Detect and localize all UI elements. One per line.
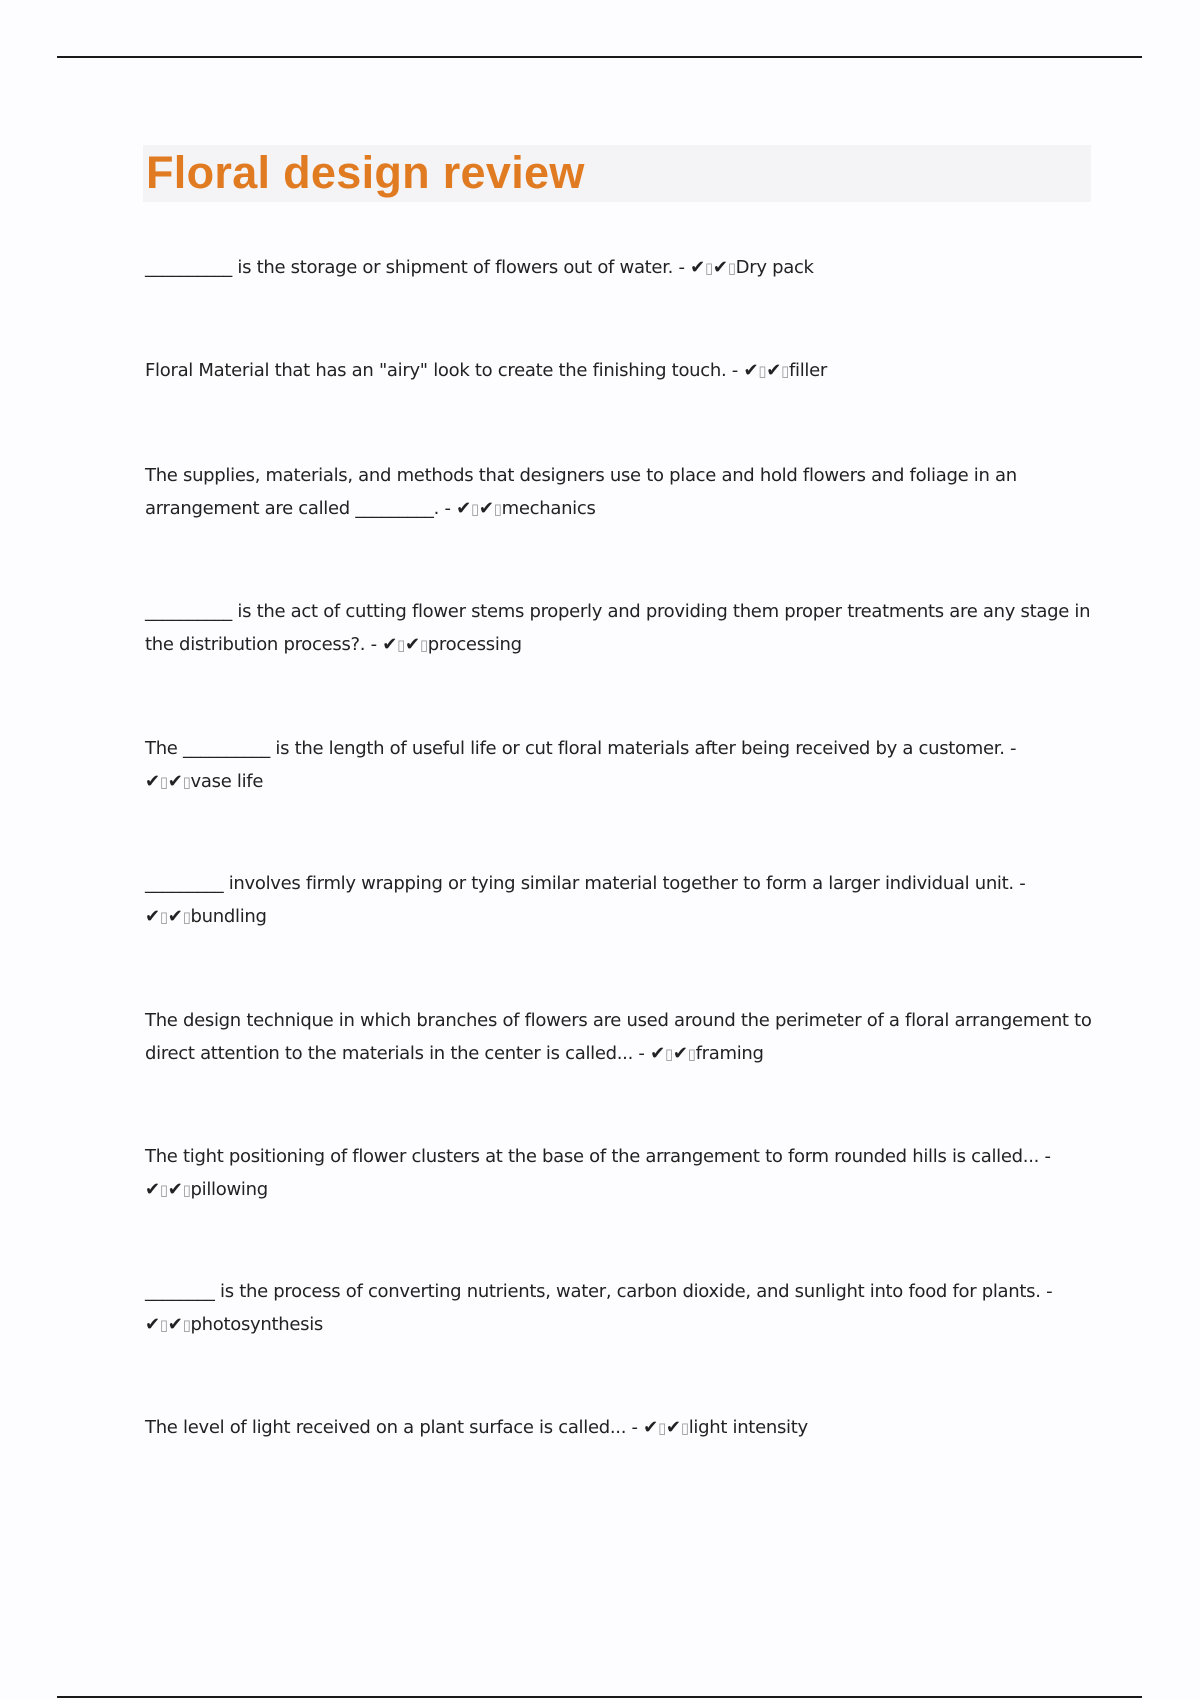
qa-item-6 bbox=[145, 867, 1095, 934]
footer-rule bbox=[57, 1696, 1142, 1698]
answer-text: processing bbox=[427, 634, 522, 655]
answer-text: framing bbox=[695, 1043, 764, 1064]
checkmark-icon: ✔ bbox=[145, 906, 160, 927]
qa-item-3 bbox=[145, 459, 1095, 526]
checkmark-icon: ✔ bbox=[145, 771, 160, 792]
checkmark-icon: ✔ bbox=[167, 1179, 183, 1200]
answer-text: Dry pack bbox=[735, 257, 814, 278]
box-icon: ▯ bbox=[680, 1419, 689, 1437]
question-text: __________ is the storage or shipment of flowers out of water. - bbox=[145, 257, 685, 278]
qa-item-1 bbox=[145, 251, 1095, 285]
question-text: The __________ is the length of useful life or cut floral materials after being received by a customer. - bbox=[145, 738, 1017, 759]
document-title: Floral design review bbox=[146, 147, 585, 198]
answer-text: pillowing bbox=[190, 1179, 268, 1200]
checkmark-icon: ✔ bbox=[712, 257, 728, 278]
qa-item-7 bbox=[145, 1004, 1095, 1071]
box-icon: ▯ bbox=[493, 500, 502, 518]
question-text: The level of light received on a plant surface is called... - bbox=[145, 1417, 638, 1438]
box-icon: ▯ bbox=[182, 908, 191, 926]
question-text: Floral Material that has an "airy" look to create the finishing touch. - bbox=[145, 360, 739, 381]
checkmark-icon: ✔ bbox=[167, 906, 183, 927]
checkmark-icon: ✔ bbox=[650, 1043, 665, 1064]
question-text: The supplies, materials, and methods that designers use to place and hold flowers and foliage in an arrangement are called _________. - bbox=[145, 465, 1017, 519]
question-text: _________ involves firmly wrapping or tying similar material together to form a larger individual unit. - bbox=[145, 873, 1026, 894]
box-icon: ▯ bbox=[159, 1181, 168, 1199]
question-text: ________ is the process of converting nutrients, water, carbon dioxide, and sunlight into food for plants. - bbox=[145, 1281, 1053, 1302]
box-icon: ▯ bbox=[159, 773, 168, 791]
question-text: __________ is the act of cutting flower stems properly and providing them proper treatments are any stage in the distribution process?. - bbox=[145, 601, 1091, 655]
checkmark-icon: ✔ bbox=[665, 1417, 681, 1438]
checkmark-icon: ✔ bbox=[478, 498, 494, 519]
checkmark-icon: ✔ bbox=[766, 360, 781, 381]
answer-text: mechanics bbox=[501, 498, 596, 519]
box-icon: ▯ bbox=[657, 1419, 666, 1437]
checkmark-icon: ✔ bbox=[167, 771, 183, 792]
box-icon: ▯ bbox=[758, 362, 767, 380]
qa-item-10 bbox=[145, 1411, 1095, 1445]
answer-text: vase life bbox=[190, 771, 264, 792]
answer-text: filler bbox=[788, 360, 827, 381]
checkmark-icon: ✔ bbox=[456, 498, 471, 519]
header-rule bbox=[57, 56, 1142, 58]
qa-item-5 bbox=[145, 732, 1095, 799]
checkmark-icon: ✔ bbox=[690, 257, 705, 278]
box-icon: ▯ bbox=[397, 636, 406, 654]
checkmark-icon: ✔ bbox=[145, 1179, 160, 1200]
answer-text: bundling bbox=[190, 906, 267, 927]
qa-item-9 bbox=[145, 1275, 1095, 1342]
box-icon: ▯ bbox=[159, 1316, 168, 1334]
qa-item-2 bbox=[145, 354, 1095, 388]
box-icon: ▯ bbox=[182, 1181, 191, 1199]
checkmark-icon: ✔ bbox=[672, 1043, 688, 1064]
question-text: The tight positioning of flower clusters at the base of the arrangement to form rounded hills is called... - bbox=[145, 1146, 1051, 1167]
box-icon: ▯ bbox=[781, 362, 789, 380]
box-icon: ▯ bbox=[182, 1316, 191, 1334]
box-icon: ▯ bbox=[664, 1045, 673, 1063]
question-text: The design technique in which branches of flowers are used around the perimeter of a floral arrangement to direct attention to the materials in the center is called... - bbox=[145, 1010, 1092, 1064]
answer-text: photosynthesis bbox=[190, 1314, 323, 1335]
box-icon: ▯ bbox=[687, 1045, 696, 1063]
box-icon: ▯ bbox=[470, 500, 479, 518]
checkmark-icon: ✔ bbox=[643, 1417, 658, 1438]
checkmark-icon: ✔ bbox=[382, 634, 398, 655]
box-icon: ▯ bbox=[159, 908, 168, 926]
qa-item-8 bbox=[145, 1140, 1095, 1207]
checkmark-icon: ✔ bbox=[167, 1314, 183, 1335]
box-icon: ▯ bbox=[727, 259, 736, 277]
answer-text: light intensity bbox=[688, 1417, 808, 1438]
checkmark-icon: ✔ bbox=[743, 360, 759, 381]
box-icon: ▯ bbox=[419, 636, 428, 654]
box-icon: ▯ bbox=[182, 773, 191, 791]
checkmark-icon: ✔ bbox=[405, 634, 420, 655]
checkmark-icon: ✔ bbox=[145, 1314, 160, 1335]
qa-item-4 bbox=[145, 595, 1095, 662]
box-icon: ▯ bbox=[704, 259, 713, 277]
